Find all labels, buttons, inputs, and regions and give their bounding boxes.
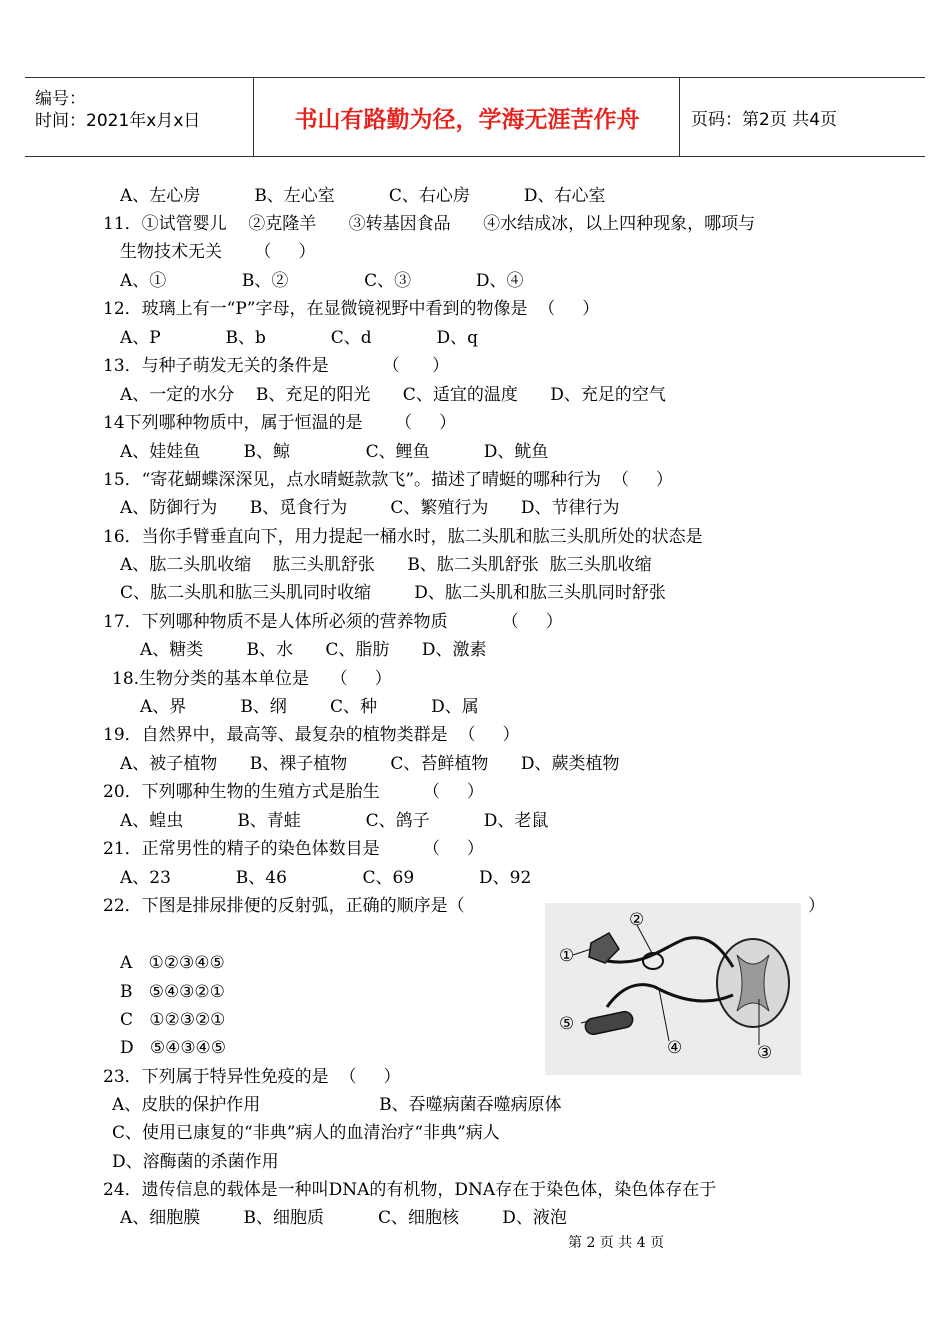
line-q20-stem: 20．下列哪种生物的生殖方式是胎生 （ ） <box>103 782 484 802</box>
receptor <box>589 933 619 963</box>
line-q23-stem: 23．下列属于特异性免疫的是 （ ） <box>103 1067 401 1087</box>
figure-label-2: ② <box>629 910 645 930</box>
leader-line <box>573 949 591 955</box>
line-q24-stem: 24．遗传信息的载体是一种叫DNA的有机物，DNA存在于染色体，染色体存在于 <box>103 1180 717 1200</box>
line-q18-options: A、界 B、纲 C、种 D、属 <box>140 697 479 717</box>
line-q17-stem: 17．下列哪种物质不是人体所必须的营养物质 （ ） <box>103 612 563 632</box>
line-q12-stem: 12．玻璃上有一“P”字母，在显微镜视野中看到的物像是 （ ） <box>103 299 600 319</box>
line-q18-stem: 18.生物分类的基本单位是 （ ） <box>112 669 392 689</box>
time-label: 时间：2021年x月x日 <box>35 111 201 131</box>
line-q22-option-b: B ⑤④③②① <box>120 982 225 1002</box>
line-q20-options: A、蝗虫 B、青蛙 C、鸽子 D、老鼠 <box>120 811 549 831</box>
line-q23-options-ab: A、皮肤的保护作用 B、吞噬病菌吞噬病原体 <box>112 1095 562 1115</box>
line-q16-options-cd: C、肱二头肌和肱三头肌同时收缩 D、肱二头肌和肱三头肌同时舒张 <box>120 583 666 603</box>
line-q22-option-c: C ①②③②① <box>120 1010 226 1030</box>
line-q13-options: A、一定的水分 B、充足的阳光 C、适宜的温度 D、充足的空气 <box>120 385 666 405</box>
figure-label-3: ③ <box>757 1043 773 1063</box>
header-page-info: 页码：第2页 共4页 <box>691 109 838 130</box>
line-q15-options: A、防御行为 B、觅食行为 C、繁殖行为 D、节律行为 <box>120 498 620 518</box>
efferent-nerve <box>607 985 733 1007</box>
reflex-arc-figure <box>545 903 801 1075</box>
leader-line <box>659 989 669 1041</box>
header-motto: 书山有路勤为径，学海无涯苦作舟 <box>294 106 640 133</box>
line-q19-options: A、被子植物 B、裸子植物 C、苔鲜植物 D、蕨类植物 <box>120 754 620 774</box>
afferent-nerve <box>607 938 733 967</box>
number-label: 编号： <box>35 89 86 109</box>
line-q23-option-c: C、使用已康复的“非典”病人的血清治疗“非典”病人 <box>112 1123 500 1143</box>
line-q16-stem: 16．当你手臂垂直向下，用力提起一桶水时，肱二头肌和肱三头肌所处的状态是 <box>103 527 703 547</box>
page-footer: 第 2 页 共 4 页 <box>568 1235 665 1251</box>
line-q21-stem: 21．正常男性的精子的染色体数目是 （ ） <box>103 839 484 859</box>
page-header <box>25 77 925 157</box>
line-q17-options: A、糖类 B、水 C、脂肪 D、激素 <box>140 640 487 660</box>
line-q22-option-d: D ⑤④③④⑤ <box>120 1038 227 1058</box>
figure-label-1: ① <box>559 946 575 966</box>
line-q13-stem: 13．与种子萌发无关的条件是 （ ） <box>103 356 450 376</box>
line-q14-options: A、娃娃鱼 B、鲸 C、鲤鱼 D、鱿鱼 <box>120 442 549 462</box>
line-q22-option-a: A ①②③④⑤ <box>120 953 225 973</box>
header-info <box>25 78 253 156</box>
line-q23-option-d: D、溶酶菌的杀菌作用 <box>112 1152 279 1172</box>
line-q14-stem: 14下列哪种物质中，属于恒温的是 （ ） <box>103 413 457 433</box>
line-q16-options-ab: A、肱二头肌收缩 肱三头肌舒张 B、肱二头肌舒张 肱三头肌收缩 <box>120 555 652 575</box>
line-q15-stem: 15．“寄花蝴蝶深深见，点水晴蜓款款飞”。描述了晴蜓的哪种行为 （ ） <box>103 470 673 490</box>
header-divider <box>679 78 680 156</box>
line-q11-stem-cont: 生物技术无关 （ ） <box>120 242 316 262</box>
line-q11-stem: 11．①试管婴儿 ②克隆羊 ③转基因食品 ④水结成冰，以上四种现象，哪项与 <box>103 214 756 234</box>
figure-label-5: ⑤ <box>559 1014 575 1034</box>
line-q11-options: A、① B、② C、③ D、④ <box>120 271 524 291</box>
line-q24-options: A、细胞膜 B、细胞质 C、细胞核 D、液泡 <box>120 1208 567 1228</box>
line-q19-stem: 19．自然界中，最高等、最复杂的植物类群是 （ ） <box>103 725 520 745</box>
line-q21-options: A、23 B、46 C、69 D、92 <box>120 868 532 888</box>
line-q10-options: A、左心房 B、左心室 C、右心房 D、右心室 <box>120 186 606 206</box>
effector-muscle <box>584 1010 634 1036</box>
line-q22-bracket: ） <box>808 896 825 916</box>
line-q12-options: A、P B、b C、d D、q <box>120 328 479 348</box>
line-q22-stem: 22．下图是排尿排便的反射弧，正确的顺序是（ <box>103 896 465 916</box>
figure-label-4: ④ <box>667 1038 683 1058</box>
header-divider <box>253 78 254 156</box>
reflex-arc-diagram <box>545 903 801 1075</box>
